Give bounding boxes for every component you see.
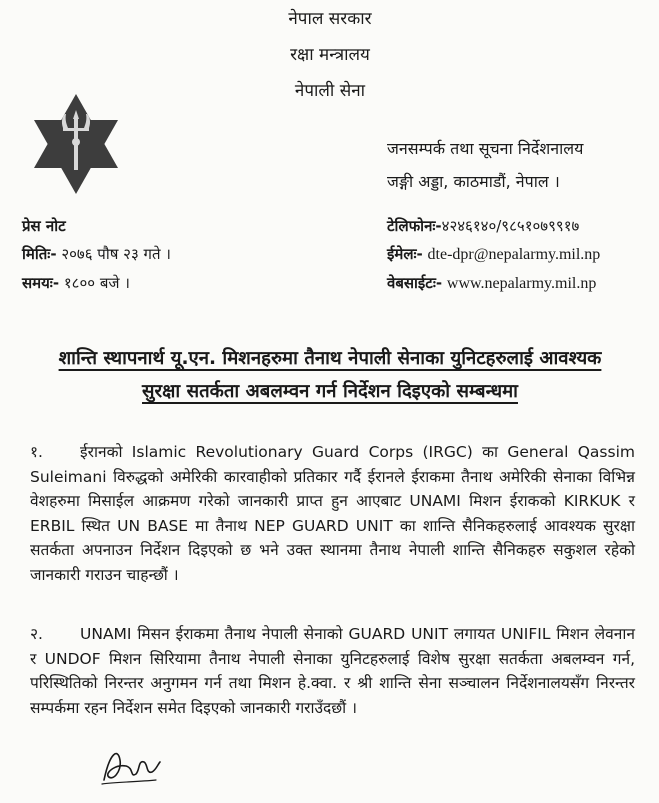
subject-heading bbox=[20, 342, 640, 408]
header-army: नेपाली सेना bbox=[294, 81, 366, 101]
paragraph-2-number: २. bbox=[30, 625, 43, 643]
signature-icon bbox=[96, 742, 166, 790]
press-note-title: प्रेस नोट bbox=[22, 217, 66, 235]
date-label: मितिः- bbox=[22, 245, 57, 263]
time-label: समयः- bbox=[22, 274, 60, 292]
directorate-name: जनसम्पर्क तथा सूचना निर्देशनालय bbox=[387, 139, 584, 158]
website-line bbox=[387, 273, 596, 293]
paragraph-1 bbox=[30, 440, 635, 587]
phone-line bbox=[387, 216, 579, 236]
subject-line-1: शान्ति स्थापनार्थ यू.एन. मिशनहरुमा तैनाथ नेपाली सेनाका युनिटहरुलाई आवश्यक bbox=[58, 348, 602, 369]
phone-value: ४२४६१४०/९८५१०७९९१७ bbox=[441, 217, 580, 235]
directorate-address: जङ्गी अड्डा, काठमाडौं, नेपाल । bbox=[387, 172, 560, 191]
paragraph-2-text: UNAMI मिसन ईराकमा तैनाथ नेपाली सेनाको GUARD UNIT लगायत UNIFIL मिशन लेवनान र UNDOF मिशन सिरियामा तैनाथ नेपाली सेनाका युनिटहरुलाई विशेष सुरक्षा सतर्कता अबलम्वन गर्न, परिस्थितिको निरन्तर अनुगमन गर्न तथा मिशन हे.क्वा. र श्री शान्ति सेना सञ्चालन निर्देशनालयसँग निरन्तर सम्पर्कमा रहन निर्देशन समेत दिइएको जानकारी गराउँदछौं । bbox=[30, 625, 635, 717]
nepal-army-emblem-icon bbox=[30, 92, 122, 196]
time-line bbox=[22, 273, 130, 293]
email-value: dte-dpr@nepalarmy.mil.np bbox=[427, 246, 601, 263]
paragraph-1-number: १. bbox=[30, 443, 43, 461]
website-value: www.nepalarmy.mil.np bbox=[446, 275, 597, 292]
subject-line-2: सुरक्षा सतर्कता अबलम्वन गर्न निर्देशन दिइएको सम्बन्धमा bbox=[142, 381, 518, 402]
paragraph-2 bbox=[30, 622, 635, 720]
phone-label: टेलिफोनः- bbox=[387, 217, 442, 235]
website-label: वेबसाईटः- bbox=[387, 274, 443, 292]
email-label: ईमेलः- bbox=[387, 245, 423, 263]
time-value: १८०० बजे । bbox=[63, 274, 130, 292]
date-value: २०७६ पौष २३ गते । bbox=[61, 245, 171, 263]
paragraph-1-text: ईरानको Islamic Revolutionary Guard Corps (IRGC) का General Qassim Suleimani विरुद्धको अमेरिकी कारवाहीको प्रतिकार गर्दै ईरानले ईराकमा तैनाथ अमेरिकी सेनाका विभिन्न वेशहरुमा मिसाईल आक्रमण गरेको जानकारी प्राप्त हुन आएबाट UNAMI मिशन ईराकको KIRKUK र ERBIL स्थित UN BASE मा तैनाथ NEP GUARD UNIT का शान्ति सैनिकहरुलाई आवश्यक सुरक्षा सतर्कता अपनाउन निर्देशन दिइएको छ भने उक्त स्थानमा तैनाथ नेपाली शान्ति सैनिकहरु सकुशल रहेको जानकारी गराउन चाहन्छौं । bbox=[30, 443, 635, 584]
header-government: नेपाल सरकार bbox=[288, 9, 372, 29]
date-line bbox=[22, 244, 171, 264]
header-ministry: रक्षा मन्त्रालय bbox=[290, 45, 370, 65]
email-line bbox=[387, 244, 600, 264]
